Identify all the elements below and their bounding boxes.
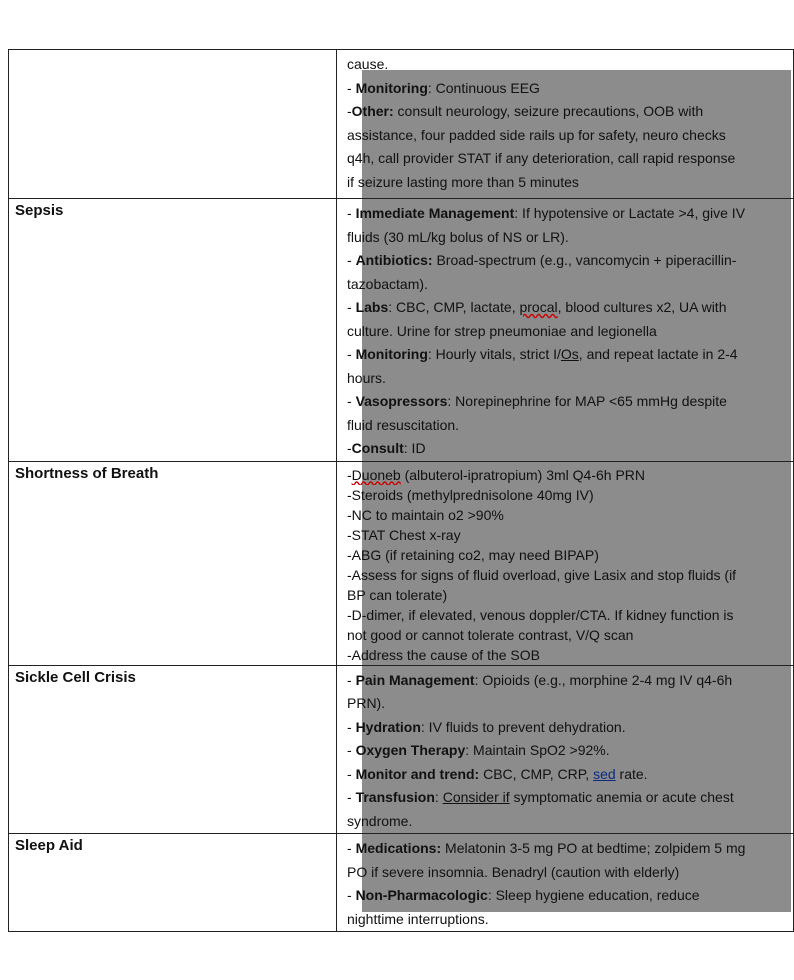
text-line: - Monitoring: Continuous EEG	[347, 79, 540, 96]
text-line: - Oxygen Therapy: Maintain SpO2 >92%.	[347, 742, 610, 758]
text-line: assistance, four padded side rails up for safety, neuro checks	[347, 126, 726, 143]
text-line: not good or cannot tolerate contrast, V/Q scan	[347, 626, 634, 643]
text-line: -Consult: ID	[347, 440, 426, 456]
text-line: - Immediate Management: If hypotensive or Lactate >4, give IV	[347, 205, 746, 221]
text-line: - Monitor and trend: CBC, CMP, CRP, sed rate.	[347, 765, 648, 782]
text-line: - Pain Management: Opioids (e.g., morphine 2-4 mg IV q4-6h	[347, 671, 733, 688]
row-label: Sepsis	[9, 199, 337, 462]
text-line: -Assess for signs of fluid overload, give Lasix and stop fluids (if	[347, 566, 737, 583]
row-label: Sleep Aid	[9, 834, 337, 932]
text-line: - Medications: Melatonin 3-5 mg PO at bedtime; zolpidem 5 mg	[347, 840, 746, 856]
text-line: -D-dimer, if elevated, venous doppler/CTA. If kidney function is	[347, 606, 734, 623]
table-row	[9, 461, 794, 665]
text-line: PO if severe insomnia. Benadryl (caution with elderly)	[347, 863, 680, 880]
row-content	[337, 50, 794, 199]
row-content	[337, 461, 794, 665]
text-line: q4h, call provider STAT if any deterioration, call rapid response	[347, 150, 736, 166]
row-label: Sickle Cell Crisis	[9, 665, 337, 834]
text-line: -Other: consult neurology, seizure precautions, OOB with	[347, 103, 704, 119]
care-plan-table	[8, 49, 794, 932]
text-line: nighttime interruptions.	[347, 910, 489, 927]
table-row	[9, 50, 794, 199]
text-line: PRN).	[347, 695, 386, 711]
text-line: -NC to maintain o2 >90%	[347, 506, 504, 523]
row-content	[337, 665, 794, 834]
text-line: BP can tolerate)	[347, 586, 448, 603]
text-line: cause.	[347, 56, 389, 72]
text-line: - Hydration: IV fluids to prevent dehydration.	[347, 718, 626, 735]
text-line: fluids (30 mL/kg bolus of NS or LR).	[347, 228, 569, 245]
table-row	[9, 665, 794, 834]
text-line: - Transfusion: Consider if symptomatic anemia or acute chest	[347, 789, 734, 805]
text-line: -Steroids (methylprednisolone 40mg IV)	[347, 486, 594, 503]
row-label: Shortness of Breath	[9, 461, 337, 665]
text-line: hours.	[347, 369, 386, 386]
text-line: if seizure lasting more than 5 minutes	[347, 173, 579, 190]
text-line: - Non-Pharmacologic: Sleep hygiene education, reduce	[347, 887, 700, 903]
text-line: -STAT Chest x-ray	[347, 526, 461, 543]
text-line: culture. Urine for strep pneumoniae and legionella	[347, 322, 657, 339]
table-row	[9, 834, 794, 932]
row-content	[337, 199, 794, 462]
text-line: - Monitoring: Hourly vitals, strict I/Os, and repeat lactate in 2-4	[347, 346, 738, 362]
text-line: tazobactam).	[347, 275, 428, 292]
table-row	[9, 199, 794, 462]
text-line: fluid resuscitation.	[347, 416, 460, 433]
text-line: - Antibiotics: Broad-spectrum (e.g., vancomycin + piperacillin-	[347, 252, 737, 268]
text-line: -ABG (if retaining co2, may need BIPAP)	[347, 546, 599, 563]
text-line: syndrome.	[347, 812, 413, 829]
row-label	[9, 50, 337, 199]
text-line: - Labs: CBC, CMP, lactate, procal, blood cultures x2, UA with	[347, 299, 727, 315]
text-line: - Vasopressors: Norepinephrine for MAP <65 mmHg despite	[347, 393, 727, 409]
text-line: -Address the cause of the SOB	[347, 646, 540, 663]
text-line: -Duoneb (albuterol-ipratropium) 3ml Q4-6h PRN	[347, 466, 646, 483]
row-content	[337, 834, 794, 932]
